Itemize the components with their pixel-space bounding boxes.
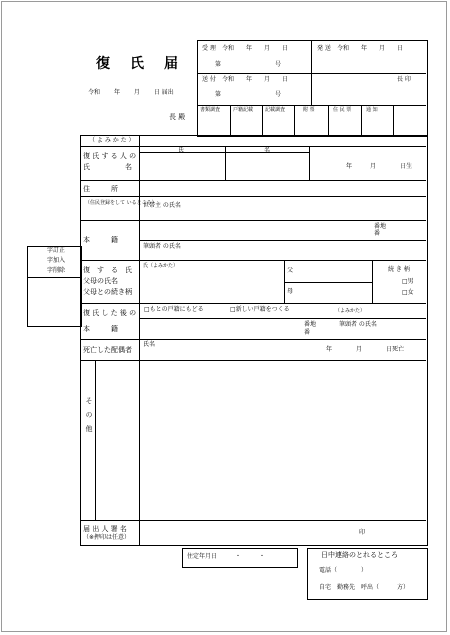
female-checkbox[interactable]: □女 [402, 289, 414, 296]
addressee: 長 殿 [169, 113, 186, 121]
signature-seal: 印 [359, 529, 366, 536]
submission-date[interactable]: 令和 年 月 日 届出 [88, 89, 174, 96]
signature-input[interactable] [142, 526, 342, 540]
return-original-option[interactable]: □もとの戸籍にもどる [144, 306, 204, 313]
new-registry-option[interactable]: □新しい戸籍をつくる [230, 306, 290, 313]
birth-date[interactable]: 年 月 日生 [346, 163, 413, 170]
mayor-seal: 長 印 [397, 76, 411, 83]
document-page: 復 氏 届 令和 年 月 日 届出 長 殿 受 理 令和 年 月 日 第 号 発 送 令和 年 月 日 送 付 令和 年 月 日 第 号 長 印 書類調査 戸籍記載 記載調査 附 票 住 民 票 通 知 字訂正 字加入 字削除 （ よ み か た ） 復 氏 す る 人 の 氏 名 氏 名 年 月 日生 住 所 （住民登録をして いるところ） 世帯主 の氏名 本 籍 番地 番 筆頭者 の氏名 復 す る 氏 父母の氏名 父母との続き柄 氏（よみかた） 父 母 続 き 柄 □男 □女 復 氏 し た 後 の 本 籍 □もとの戸籍にもどる □新しい戸籍をつくる （よみかた） 番地 番 筆頭者 の氏名 死亡した配偶者 氏名 年 月 日死亡 そ の 他 届 出 人 署 名 （※押印は任意） 印 住定年月日 ・ ・ 日中連絡のとれるところ 電話（ ） 自宅 勤務先 呼出（ 方） [1, 1, 447, 632]
death-date[interactable]: 年 月 日死亡 [326, 346, 405, 353]
male-checkbox[interactable]: □男 [402, 278, 414, 285]
form-title: 復 氏 届 [96, 56, 181, 72]
